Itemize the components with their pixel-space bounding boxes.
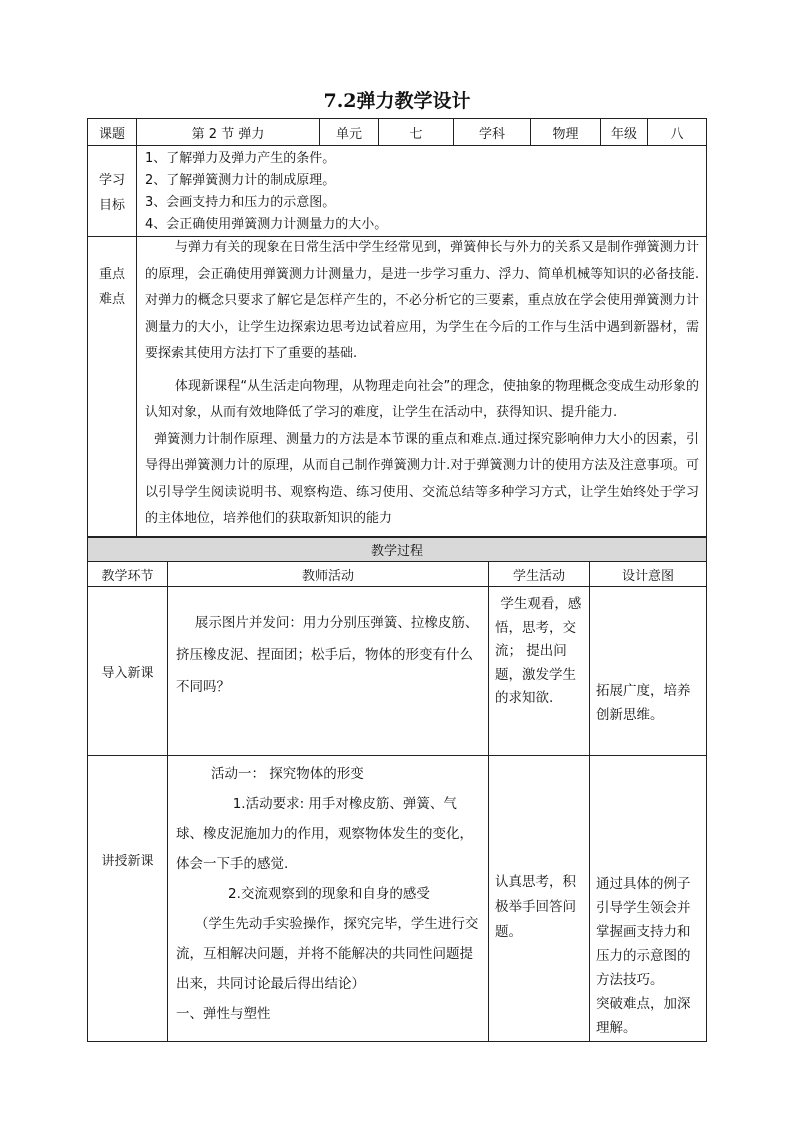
grade-value: 八 — [648, 119, 707, 146]
column-header: 学生活动 — [489, 562, 590, 587]
page-title: 7.2弹力教学设计 — [323, 90, 471, 112]
intro-student: 学生观看，感悟，思考，交流； 提出问题，激发学生的求知欲. — [489, 587, 590, 756]
lesson-info-table — [87, 118, 707, 537]
lesson-label: 课题 — [88, 119, 137, 146]
process-columns-row — [88, 562, 707, 587]
activity-exchange: 2.交流观察到的现象和自身的感受 — [228, 886, 430, 902]
column-header: 设计意图 — [590, 562, 707, 587]
lecture-student: 认真思考，积极举手回答问题。 — [489, 756, 590, 1042]
activity-note: （学生先动手实验操作，探究完毕，学生进行交流，互相解决问题，并将不能解决的共同性问题提出来，共同讨论最后得出结论） — [176, 916, 479, 992]
unit-value: 七 — [379, 119, 454, 146]
lecture-row — [88, 756, 707, 1042]
lesson-value: 第 2 节 弹力 — [137, 119, 320, 146]
process-header-row — [88, 538, 707, 562]
key-points-paragraph: 与弹力有关的现象在日常生活中学生经常见到，弹簧伸长与外力的关系又是制作弹簧测力计的原理，会正确使用弹簧测力计测量力，是进一步学习重力、浮力、简单机械等知识的必备技能. 对弹力的概念只要求了解它是怎样产生的，不必分析它的三要素，重点放在学会使用弹簧测力计测量力的大小，让学生边探索边思考边试着应用，为学生在今后的工作与生活中遇到新器材，需要探索其使用方法打下了重要的基础. — [145, 240, 699, 361]
key-points-paragraph: 体现新课程“从生活走向物理，从物理走向社会”的理念，使抽象的物理概念变成生动形象的认知对象，从而有效地降低了学习的难度，让学生在活动中，获得知识、提升能力. — [145, 378, 699, 420]
goal-item: 1、了解弹力及弹力产生的条件。 — [145, 151, 336, 166]
process-header: 教学过程 — [88, 538, 707, 562]
goals-label: 学习 目标 — [88, 146, 137, 237]
teaching-process-table — [87, 537, 707, 1042]
goal-item: 3、会画支持力和压力的示意图。 — [145, 195, 336, 210]
section-heading: 一、弹性与塑性 — [176, 1006, 271, 1022]
key-points-row — [88, 237, 707, 537]
activity-title: 活动一： 探究物体的形变 — [211, 766, 364, 782]
unit-label: 单元 — [320, 119, 379, 146]
intro-stage: 导入新课 — [88, 587, 168, 756]
goal-item: 4、会正确使用弹簧测力计测量力的大小。 — [145, 217, 388, 232]
lecture-intent: 通过具体的例子引导学生领会并掌握画支持力和压力的示意图的方法技巧。 突破难点，加深理解。 — [590, 756, 707, 1042]
key-points-label: 重点 难点 — [88, 237, 137, 537]
column-header: 教学环节 — [88, 562, 168, 587]
intro-row — [88, 587, 707, 756]
intro-intent: 拓展广度，培养创新思维。 — [590, 587, 707, 756]
goals-list — [137, 146, 707, 237]
lecture-stage: 讲授新课 — [88, 756, 168, 1042]
key-points-paragraph: 弹簧测力计制作原理、测量力的方法是本节课的重点和难点.通过探究影响伸力大小的因素，引导得出弹簧测力计的原理，从而自己制作弹簧测力计.对于弹簧测力计的使用方法及注意事项。可以引导学生阅读说明书、观察构造、练习使用、交流总结等多种学习方式，让学生始终处于学习的主体地位，培养他们的获取新知识的能力 — [145, 431, 699, 526]
key-points-content — [137, 237, 707, 537]
info-row — [88, 119, 707, 146]
grade-label: 年级 — [601, 119, 648, 146]
goal-item: 2、了解弹簧测力计的制成原理。 — [145, 173, 336, 188]
column-header: 教师活动 — [168, 562, 489, 587]
lecture-teacher — [168, 756, 489, 1042]
intro-teacher: 展示图片并发问：用力分别压弹簧、拉橡皮筋、挤压橡皮泥、捏面团；松手后，物体的形变有什么不同吗？ — [168, 587, 489, 756]
subject-label: 学科 — [454, 119, 531, 146]
activity-requirements: 1.活动要求: 用手对橡皮筋、弹簧、气球、橡皮泥施加力的作用，观察物体发生的变化，体会一下手的感觉. — [176, 796, 473, 872]
goals-row — [88, 146, 707, 237]
subject-value: 物理 — [531, 119, 601, 146]
